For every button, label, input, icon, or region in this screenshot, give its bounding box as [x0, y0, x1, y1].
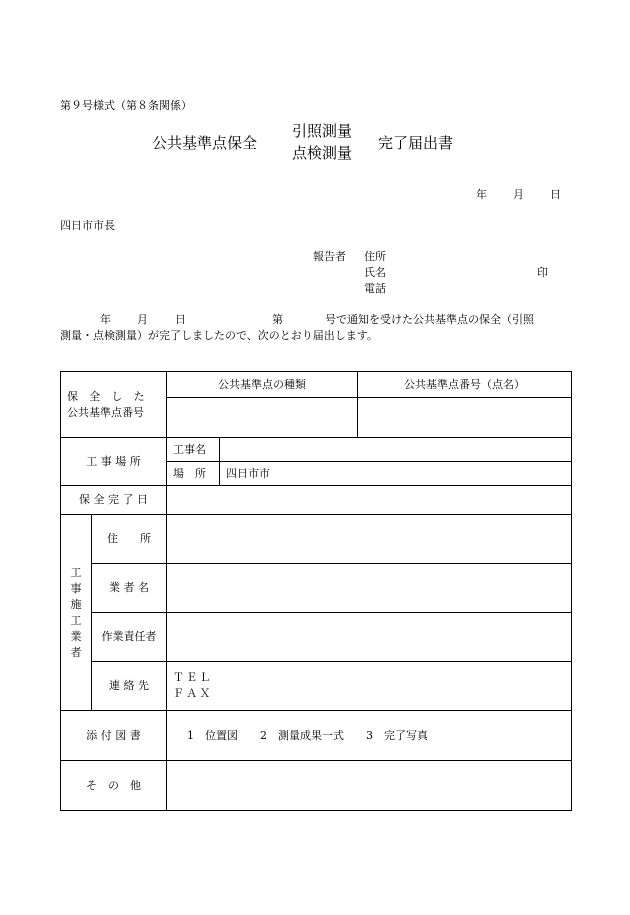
project-name-field[interactable] [220, 438, 572, 462]
body-month: 月 [137, 313, 148, 326]
contractor-label-text: 工事施工業者 [70, 565, 82, 659]
body-day: 日 [175, 313, 186, 326]
col-type-header: 公共基準点の種類 [167, 372, 358, 398]
location-field[interactable]: 四日市市 [220, 462, 572, 486]
reporter-label: 報告者 [313, 250, 346, 263]
manager-label: 作業責任者 [92, 613, 167, 662]
company-name-label: 業 者 名 [92, 564, 167, 613]
point-type-field[interactable] [167, 398, 358, 438]
attachments-label: 添 付 図 書 [61, 711, 167, 761]
contact-field[interactable] [167, 662, 572, 711]
points-label-2: 公共基準点番号 [67, 405, 144, 419]
contact-label: 連 絡 先 [92, 662, 167, 711]
date-month: 月 [513, 188, 524, 201]
project-name-label: 工事名 [167, 438, 220, 462]
form-number: 第９号様式（第８条関係） [60, 99, 192, 112]
title-mid-top: 引照測量 [292, 122, 353, 140]
body-line1: 号で通知を受けた公共基準点の保全（引照 [325, 313, 534, 326]
manager-field[interactable] [167, 613, 572, 662]
title-right: 完了届出書 [378, 134, 454, 152]
location-label: 場 所 [167, 462, 220, 486]
body-line2: 測量・点検測量）が完了しましたので、次のとおり届出します。 [60, 329, 378, 342]
attachments-value: 1 位置図 2 測量成果一式 3 完了写真 [167, 711, 572, 761]
company-name-field[interactable] [167, 564, 572, 613]
contractor-label [61, 515, 92, 711]
body-dai: 第 [272, 313, 283, 326]
completion-date-label: 保 全 完 了 日 [61, 486, 167, 515]
title-left: 公共基準点保全 [152, 134, 258, 152]
tel-label: ＴＥＬ [173, 671, 213, 684]
points-label-1: 保 全 し た [67, 389, 149, 403]
other-field[interactable] [167, 761, 572, 811]
date-day: 日 [550, 188, 561, 201]
col-number-header: 公共基準点番号（点名） [358, 372, 572, 398]
reporter-address-label: 住所 [364, 250, 386, 263]
title-mid-bottom: 点検測量 [292, 144, 353, 162]
site-label: 工 事 場 所 [61, 438, 167, 486]
date-year: 年 [476, 188, 487, 201]
contractor-address-label: 住 所 [92, 515, 167, 564]
contractor-address-field[interactable] [167, 515, 572, 564]
report-table [60, 371, 572, 811]
points-label-cell [61, 372, 167, 438]
body-year: 年 [100, 313, 111, 326]
completion-date-field[interactable] [167, 486, 572, 515]
other-label: そ の 他 [61, 761, 167, 811]
reporter-phone-label: 電話 [364, 282, 386, 295]
fax-label: ＦＡＸ [173, 687, 213, 700]
seal-mark: 印 [537, 266, 548, 279]
reporter-name-label: 氏名 [364, 266, 386, 279]
point-number-field[interactable] [358, 398, 572, 438]
addressee: 四日市市長 [60, 219, 115, 232]
